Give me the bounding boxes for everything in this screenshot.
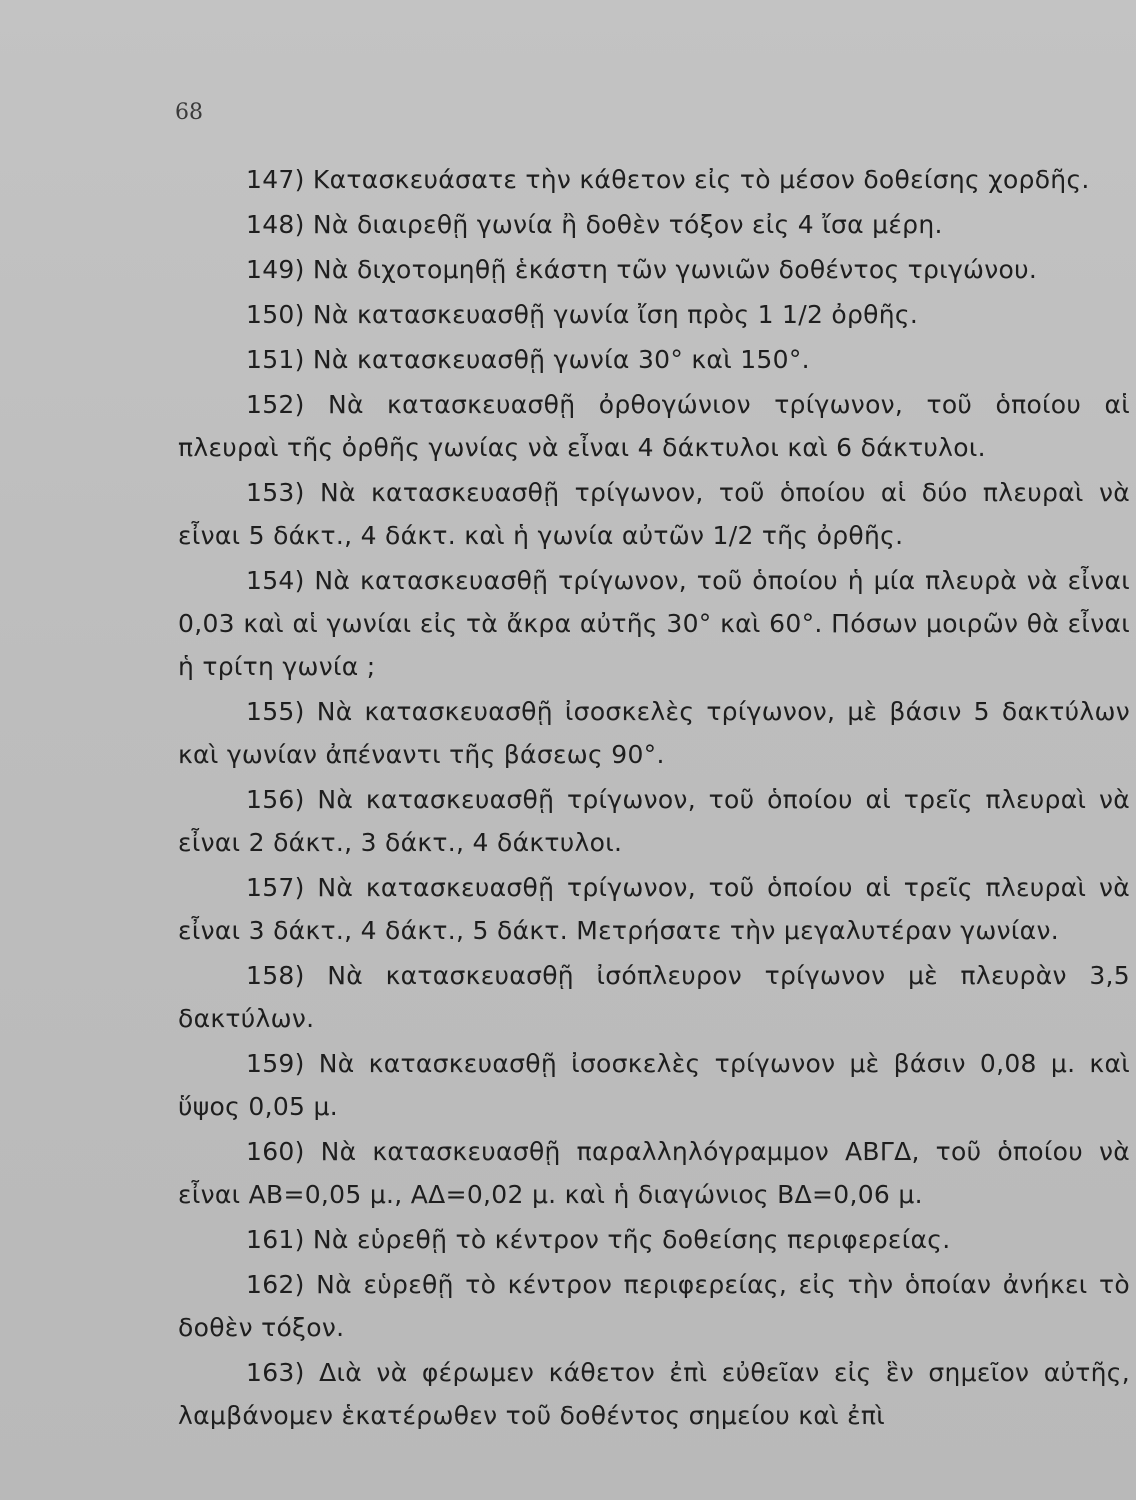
exercise-158: 158) Νὰ κατασκευασθῇ ἰσόπλευρον τρίγωνον μὲ πλευρὰν 3,5 δακτύλων. <box>178 961 1130 1033</box>
page-number: 68 <box>175 100 203 125</box>
exercise-162: 162) Νὰ εὑρεθῇ τὸ κέντρον περιφερείας, εἰς τὴν ὁποίαν ἀνήκει τὸ δοθὲν τόξον. <box>178 1270 1130 1342</box>
exercise-152: 152) Νὰ κατασκευασθῇ ὀρθογώνιον τρίγωνον, τοῦ ὁποίου αἱ πλευραὶ τῆς ὀρθῆς γωνίας νὰ εἶναι 4 δάκτυλοι καὶ 6 δάκτυλοι. <box>178 390 1130 462</box>
exercise-161: 161) Νὰ εὑρεθῇ τὸ κέντρον τῆς δοθείσης περιφερείας. <box>246 1225 951 1254</box>
exercise-150: 150) Νὰ κατασκευασθῇ γωνία ἴση πρὸς 1 1/2 ὀρθῆς. <box>246 300 919 329</box>
exercise-148: 148) Νὰ διαιρεθῇ γωνία ἢ δοθὲν τόξον εἰς 4 ἴσα μέρη. <box>246 210 943 239</box>
exercise-155: 155) Νὰ κατασκευασθῇ ἰσοσκελὲς τρίγωνον, μὲ βάσιν 5 δακτύλων καὶ γωνίαν ἀπέναντι τῆς βάσεως 90°. <box>178 697 1130 769</box>
exercise-149: 149) Νὰ διχοτομηθῇ ἑκάστη τῶν γωνιῶν δοθέντος τριγώνου. <box>246 255 1038 284</box>
exercise-157: 157) Νὰ κατασκευασθῇ τρίγωνον, τοῦ ὁποίου αἱ τρεῖς πλευραὶ νὰ εἶναι 3 δάκτ., 4 δάκτ., 5 δάκτ. Μετρήσατε τὴν μεγαλυτέραν γωνίαν. <box>178 873 1130 945</box>
exercise-156: 156) Νὰ κατασκευασθῇ τρίγωνον, τοῦ ὁποίου αἱ τρεῖς πλευραὶ νὰ εἶναι 2 δάκτ., 3 δάκτ., 4 δάκτυλοι. <box>178 785 1130 857</box>
exercise-list <box>178 158 1130 1439</box>
exercise-159: 159) Νὰ κατασκευασθῇ ἰσοσκελὲς τρίγωνον μὲ βάσιν 0,08 μ. καὶ ὕψος 0,05 μ. <box>178 1049 1130 1121</box>
exercise-160: 160) Νὰ κατασκευασθῇ παραλληλόγραμμον ΑΒΓΔ, τοῦ ὁποίου νὰ εἶναι ΑΒ=0,05 μ., ΑΔ=0,02 μ. καὶ ἡ διαγώνιος ΒΔ=0,06 μ. <box>178 1137 1130 1209</box>
exercise-163: 163) Διὰ νὰ φέρωμεν κάθετον ἐπὶ εὐθεῖαν εἰς ἓν σημεῖον αὐτῆς, λαμβάνομεν ἑκατέρωθεν τοῦ δοθέντος σημείου καὶ ἐπὶ <box>178 1358 1130 1430</box>
exercise-147: 147) Κατασκευάσατε τὴν κάθετον εἰς τὸ μέσον δοθείσης χορδῆς. <box>246 165 1090 194</box>
exercise-151: 151) Νὰ κατασκευασθῇ γωνία 30° καὶ 150°. <box>246 345 810 374</box>
exercise-153: 153) Νὰ κατασκευασθῇ τρίγωνον, τοῦ ὁποίου αἱ δύο πλευραὶ νὰ εἶναι 5 δάκτ., 4 δάκτ. καὶ ἡ γωνία αὐτῶν 1/2 τῆς ὀρθῆς. <box>178 478 1130 550</box>
exercise-154: 154) Νὰ κατασκευασθῇ τρίγωνον, τοῦ ὁποίου ἡ μία πλευρὰ νὰ εἶναι 0,03 καὶ αἱ γωνίαι εἰς τὰ ἄκρα αὐτῆς 30° καὶ 60°. Πόσων μοιρῶν θὰ εἶναι ἡ τρίτη γωνία ; <box>178 566 1130 681</box>
